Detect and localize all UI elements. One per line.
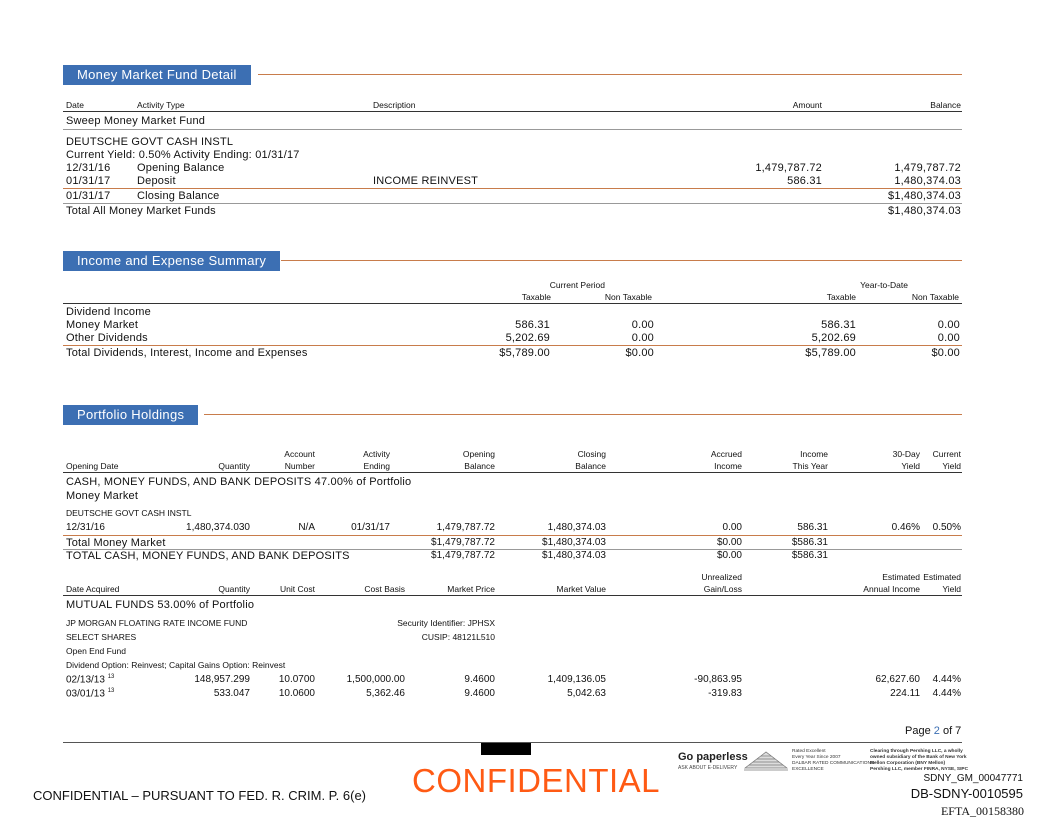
ph-lot-qty: 148,957.299	[194, 674, 250, 685]
ie-cp-taxable: Taxable	[521, 292, 551, 302]
ie-ytd-non-taxable: Non Taxable	[911, 292, 959, 302]
e-delivery-text: ASK ABOUT E-DELIVERY	[678, 765, 738, 771]
ie-row-ytd-taxable: 586.31	[821, 319, 856, 331]
ph-cash-heading: CASH, MONEY FUNDS, AND BANK DEPOSITS 47.00% of Portfolio	[66, 476, 412, 488]
ie-header-rule	[63, 303, 962, 304]
ph-cash-date: 12/31/16	[66, 522, 105, 533]
ph-total-mm-label: Total Money Market	[66, 537, 166, 549]
confidential-stamp: CONFIDENTIAL	[412, 762, 661, 799]
mm-row-date: 01/31/17	[66, 190, 111, 202]
ph-col-opening-2: Balance	[464, 461, 495, 471]
ph-col-accrued-1: Accrued	[710, 449, 742, 459]
ph-col-income-1: Income	[800, 449, 828, 459]
ph-col-cost-basis: Cost Basis	[364, 584, 405, 594]
pershing-text	[870, 749, 968, 773]
ie-section-title: Income and Expense Summary	[63, 251, 280, 271]
ph-title-rule	[204, 414, 962, 415]
mm-row-amount: 1,479,787.72	[755, 162, 822, 174]
mm-row-activity: Closing Balance	[137, 190, 220, 202]
ie-row-ytd-taxable: 5,202.69	[811, 332, 856, 344]
ph-lot-footnote: 13	[107, 688, 115, 694]
pershing-line-3: Mellon Corporation (BNY Mellon)	[870, 761, 946, 766]
ph-lot-cost-basis: 1,500,000.00	[346, 674, 405, 685]
ph-cash-acct: N/A	[298, 522, 315, 533]
ph-total-mm-ity: $586.31	[791, 537, 828, 548]
ph-mf-type: Open End Fund	[66, 646, 127, 656]
ph-col-account-1: Account	[284, 449, 315, 459]
mm-divider	[63, 129, 962, 130]
ph-col-current-2: Yield	[942, 461, 961, 471]
dalbar-text	[792, 749, 874, 773]
ph-lot-est-income: 62,627.60	[875, 674, 920, 685]
ie-row-cp-taxable: $5,789.00	[499, 347, 550, 359]
ph-security-id: Security Identifier: JPHSX	[397, 618, 495, 628]
ie-row-cp-non-taxable: $0.00	[625, 347, 654, 359]
pershing-line-4: Pershing LLC, member FINRA, NYSE, SIPC	[870, 767, 969, 772]
mm-row-balance: 1,480,374.03	[894, 175, 961, 187]
mm-header-rule	[63, 111, 962, 112]
ie-row-ytd-non-taxable: 0.00	[937, 332, 960, 344]
ph-col-activity-2: Ending	[363, 461, 390, 471]
ph-col-opening-date: Opening Date	[66, 461, 119, 471]
mm-row-amount: 586.31	[787, 175, 822, 187]
mm-col-activity: Activity Type	[137, 100, 185, 110]
dalbar-line-1: Rated Excellent	[792, 749, 826, 754]
mm-sweep-label: Sweep Money Market Fund	[66, 115, 206, 127]
ie-row-ytd-non-taxable: $0.00	[931, 347, 960, 359]
mm-row-balance: $1,480,374.03	[888, 190, 961, 202]
ph-col-current-1: Current	[932, 449, 961, 459]
ie-row-label: Other Dividends	[66, 332, 148, 344]
ph-cash-ity: 586.31	[797, 522, 828, 533]
dalbar-line-2: Every Year Since 2007	[792, 755, 841, 760]
page-number	[905, 725, 961, 737]
dalbar-seal-icon	[743, 746, 789, 772]
mm-total-label: Total All Money Market Funds	[66, 205, 216, 217]
ph-lot-footnote: 13	[107, 674, 115, 680]
efta-number: EFTA_00158380	[940, 804, 1024, 818]
ph-col-market-value: Market Value	[556, 584, 606, 594]
ph-header2-rule	[63, 595, 962, 596]
ph-cash-fund: DEUTSCHE GOVT CASH INSTL	[66, 508, 192, 518]
ie-row-label: Total Dividends, Interest, Income and Expenses	[66, 347, 308, 359]
mm-row-description: INCOME REINVEST	[373, 175, 479, 187]
ph-col-opening-1: Opening	[462, 449, 495, 459]
ph-col-est-yield-1: Estimated	[923, 572, 961, 582]
ie-row-label: Money Market	[66, 319, 139, 331]
ph-total-mm-ob: $1,479,787.72	[431, 537, 495, 548]
mm-col-amount: Amount	[792, 100, 822, 110]
ie-row-cp-taxable: 5,202.69	[505, 332, 550, 344]
ie-row-cp-taxable: 586.31	[515, 319, 550, 331]
ph-lot-est-income: 224.11	[890, 688, 920, 699]
ph-mf-option: Dividend Option: Reinvest; Capital Gains Option: Reinvest	[66, 660, 286, 670]
ph-col-quantity: Quantity	[218, 461, 250, 471]
ie-title-rule	[281, 260, 962, 261]
ph-lot-date-text: 02/13/13	[66, 674, 105, 686]
ie-row-ytd-non-taxable: 0.00	[937, 319, 960, 331]
ph-mf-class: SELECT SHARES	[66, 632, 137, 642]
ph-col-est-yield-2: Yield	[942, 584, 961, 594]
mm-col-date: Date	[66, 100, 84, 110]
ph-cash-30day: 0.46%	[891, 522, 920, 533]
ie-row-cp-non-taxable: 0.00	[631, 332, 654, 344]
mm-section-title: Money Market Fund Detail	[63, 65, 251, 85]
ph-lot-est-yield: 4.44%	[932, 674, 961, 685]
ph-col-closing-2: Balance	[575, 461, 606, 471]
ph-lot-unit-cost: 10.0600	[278, 688, 315, 699]
ph-mf-name: JP MORGAN FLOATING RATE INCOME FUND	[66, 618, 248, 628]
ph-total-cash-label: TOTAL CASH, MONEY FUNDS, AND BANK DEPOSITS	[66, 550, 350, 562]
ph-col-market-price: Market Price	[447, 584, 495, 594]
mm-yield-line: Current Yield: 0.50% Activity Ending: 01/31/17	[66, 149, 300, 161]
ph-lot-qty: 533.047	[213, 688, 250, 699]
mm-row-activity: Opening Balance	[137, 162, 225, 174]
ph-lot-market-value: 5,042.63	[567, 688, 606, 699]
ie-ytd: Year-to-Date	[860, 280, 908, 290]
mm-total-rule	[63, 203, 962, 204]
ie-group-label: Dividend Income	[66, 306, 151, 318]
pershing-line-1: Clearing through Pershing LLC, a wholly	[870, 749, 963, 754]
ph-lot-gain-loss: -319.83	[708, 688, 742, 699]
ph-section-title: Portfolio Holdings	[63, 405, 198, 425]
ph-lot-date	[66, 688, 114, 699]
ie-row-cp-non-taxable: 0.00	[631, 319, 654, 331]
ph-header-rule	[63, 472, 962, 473]
dalbar-line-3: DALBAR RATED COMMUNICATIONS	[792, 761, 875, 766]
ph-total-cash-ob: $1,479,787.72	[431, 550, 495, 561]
ph-col-30day-1: 30-Day	[892, 449, 920, 459]
ph-cash-subheading: Money Market	[66, 490, 139, 502]
ph-total-mm-cb: $1,480,374.03	[542, 537, 606, 548]
redaction-box	[481, 743, 531, 755]
ph-cash-ending: 01/31/17	[351, 522, 390, 533]
mm-row-activity: Deposit	[137, 175, 176, 187]
pershing-line-2: owned subsidiary of the Bank of New York	[870, 755, 967, 760]
ie-ytd-taxable: Taxable	[826, 292, 856, 302]
ph-lot-date-text: 03/01/13	[66, 688, 105, 700]
mm-row-date: 01/31/17	[66, 175, 111, 187]
ie-total-rule	[63, 345, 962, 346]
ph-total-cash-cb: $1,480,374.03	[542, 550, 606, 561]
ph-lot-date	[66, 674, 114, 685]
go-paperless-text: Go paperless	[678, 751, 748, 763]
mm-closing-rule	[63, 188, 962, 189]
ph-col-income-2: This Year	[792, 461, 828, 471]
confidential-note: CONFIDENTIAL – PURSUANT TO FED. R. CRIM. P. 6(e)	[33, 788, 367, 803]
ph-total-cash-ity: $586.31	[791, 550, 828, 561]
ie-cp-non-taxable: Non Taxable	[604, 292, 652, 302]
mm-fund-name: DEUTSCHE GOVT CASH INSTL	[66, 136, 234, 148]
ph-cusip: CUSIP: 48121L510	[421, 632, 495, 642]
dalbar-line-4: EXCELLENCE	[792, 767, 824, 772]
ie-row-ytd-taxable: $5,789.00	[805, 347, 856, 359]
ph-total-mm-rule	[63, 535, 962, 536]
ph-col-closing-1: Closing	[577, 449, 606, 459]
ph-mf-heading: MUTUAL FUNDS 53.00% of Portfolio	[66, 599, 255, 611]
ph-cash-cb: 1,480,374.03	[547, 522, 606, 533]
ph-lot-market-value: 1,409,136.05	[547, 674, 606, 685]
page-current: 2	[933, 725, 940, 737]
ph-col2-quantity: Quantity	[218, 584, 250, 594]
ph-total-cash-ai: $0.00	[716, 550, 742, 561]
mm-col-balance: Balance	[930, 100, 961, 110]
ph-cash-ob: 1,479,787.72	[436, 522, 495, 533]
ph-col-unrealized-2: Gain/Loss	[703, 584, 742, 594]
mm-total-value: $1,480,374.03	[888, 205, 961, 217]
page-prefix: Page	[905, 725, 931, 737]
mm-row-date: 12/31/16	[66, 162, 111, 174]
ph-col-30day-2: Yield	[901, 461, 920, 471]
ph-lot-cost-basis: 5,362.46	[366, 688, 405, 699]
ph-lot-market-price: 9.4600	[464, 674, 495, 685]
mm-row-balance: 1,479,787.72	[894, 162, 961, 174]
ph-lot-unit-cost: 10.0700	[278, 674, 315, 685]
ph-col-est-income-1: Estimated	[882, 572, 920, 582]
ph-total-mm-ai: $0.00	[716, 537, 742, 548]
bates-number-2: DB-SDNY-0010595	[910, 786, 1023, 801]
page-total: of 7	[942, 725, 962, 737]
ph-lot-market-price: 9.4600	[464, 688, 495, 699]
ph-col-accrued-2: Income	[714, 461, 742, 471]
mm-title-rule	[258, 74, 962, 75]
ph-col-activity-1: Activity	[363, 449, 390, 459]
bates-number-1: SDNY_GM_00047771	[923, 773, 1023, 784]
ph-col-est-income-2: Annual Income	[863, 584, 920, 594]
ie-current-period: Current Period	[549, 280, 605, 290]
ph-col-date-acquired: Date Acquired	[66, 584, 120, 594]
ph-lot-est-yield: 4.44%	[932, 688, 961, 699]
ph-cash-qty: 1,480,374.030	[186, 522, 250, 533]
ph-col-account-2: Number	[284, 461, 315, 471]
ph-lot-gain-loss: -90,863.95	[694, 674, 742, 685]
ph-col-unit-cost: Unit Cost	[280, 584, 315, 594]
ph-cash-cy: 0.50%	[932, 522, 961, 533]
ph-cash-ai: 0.00	[722, 522, 742, 533]
ph-col-unrealized-1: Unrealized	[701, 572, 742, 582]
mm-col-description: Description	[373, 100, 416, 110]
